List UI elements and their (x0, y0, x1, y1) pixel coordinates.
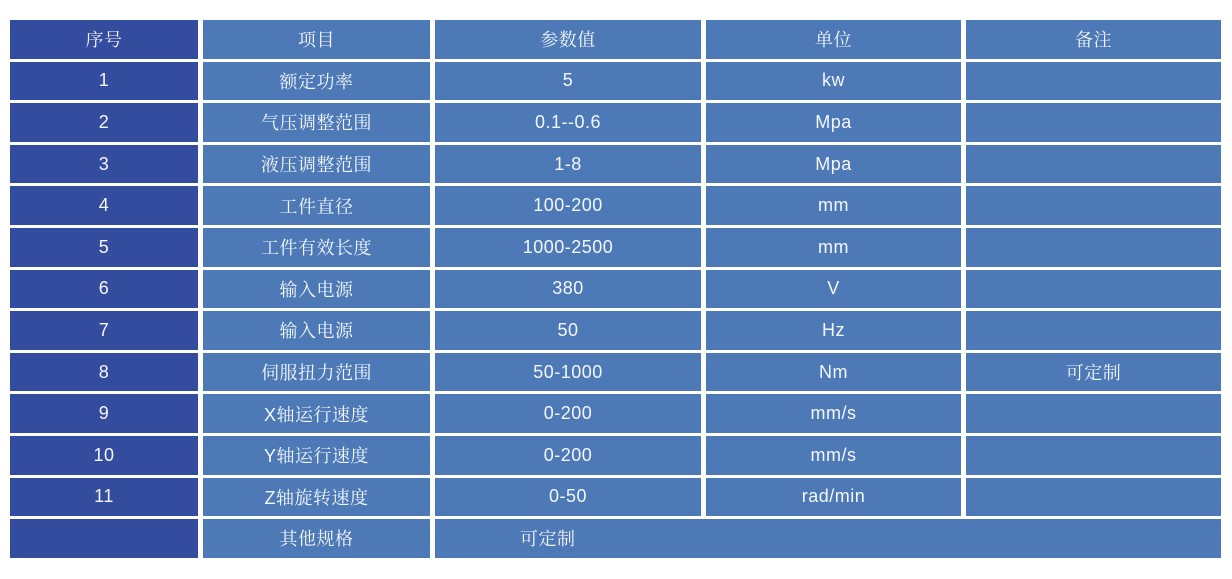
note-cell (966, 394, 1221, 433)
row-number-cell: 6 (10, 270, 198, 309)
item-cell: 输入电源 (203, 311, 430, 350)
value-cell: 100-200 (435, 186, 701, 225)
value-cell: 50-1000 (435, 353, 701, 392)
row-number-cell: 7 (10, 311, 198, 350)
value-cell: 50 (435, 311, 701, 350)
note-cell: 可定制 (966, 353, 1221, 392)
note-cell (966, 186, 1221, 225)
note-cell (966, 478, 1221, 517)
item-cell: 气压调整范围 (203, 103, 430, 142)
unit-cell: mm/s (706, 436, 961, 475)
unit-cell: rad/min (706, 478, 961, 517)
note-cell (966, 145, 1221, 184)
item-cell: 额定功率 (203, 62, 430, 101)
item-cell: Y轴运行速度 (203, 436, 430, 475)
item-cell: 输入电源 (203, 270, 430, 309)
value-cell: 5 (435, 62, 701, 101)
column-header-value: 参数值 (435, 20, 701, 59)
row-number-cell: 9 (10, 394, 198, 433)
column-header-unit: 单位 (706, 20, 961, 59)
unit-cell: Mpa (706, 103, 961, 142)
value-cell: 1000-2500 (435, 228, 701, 267)
row-number-cell: 10 (10, 436, 198, 475)
column-header-no: 序号 (10, 20, 198, 59)
value-cell: 可定制 (435, 519, 1221, 558)
value-cell: 0.1--0.6 (435, 103, 701, 142)
specification-table (10, 20, 1221, 558)
unit-cell: mm (706, 186, 961, 225)
unit-cell: V (706, 270, 961, 309)
row-number-cell: 4 (10, 186, 198, 225)
note-cell (966, 436, 1221, 475)
unit-cell: mm (706, 228, 961, 267)
row-number-cell (10, 519, 198, 558)
row-number-cell: 1 (10, 62, 198, 101)
note-cell (966, 103, 1221, 142)
note-cell (966, 311, 1221, 350)
item-cell: 液压调整范围 (203, 145, 430, 184)
column-header-item: 项目 (203, 20, 430, 59)
item-cell: 其他规格 (203, 519, 430, 558)
value-cell: 380 (435, 270, 701, 309)
unit-cell: Mpa (706, 145, 961, 184)
item-cell: X轴运行速度 (203, 394, 430, 433)
value-cell: 0-50 (435, 478, 701, 517)
note-cell (966, 62, 1221, 101)
column-header-note: 备注 (966, 20, 1221, 59)
item-cell: 伺服扭力范围 (203, 353, 430, 392)
item-cell: 工件有效长度 (203, 228, 430, 267)
unit-cell: Hz (706, 311, 961, 350)
row-number-cell: 3 (10, 145, 198, 184)
row-number-cell: 5 (10, 228, 198, 267)
unit-cell: kw (706, 62, 961, 101)
note-cell (966, 228, 1221, 267)
unit-cell: mm/s (706, 394, 961, 433)
unit-cell: Nm (706, 353, 961, 392)
row-number-cell: 2 (10, 103, 198, 142)
row-number-cell: 11 (10, 478, 198, 517)
row-number-cell: 8 (10, 353, 198, 392)
item-cell: 工件直径 (203, 186, 430, 225)
value-cell: 1-8 (435, 145, 701, 184)
note-cell (966, 270, 1221, 309)
item-cell: Z轴旋转速度 (203, 478, 430, 517)
value-cell: 0-200 (435, 394, 701, 433)
value-cell: 0-200 (435, 436, 701, 475)
